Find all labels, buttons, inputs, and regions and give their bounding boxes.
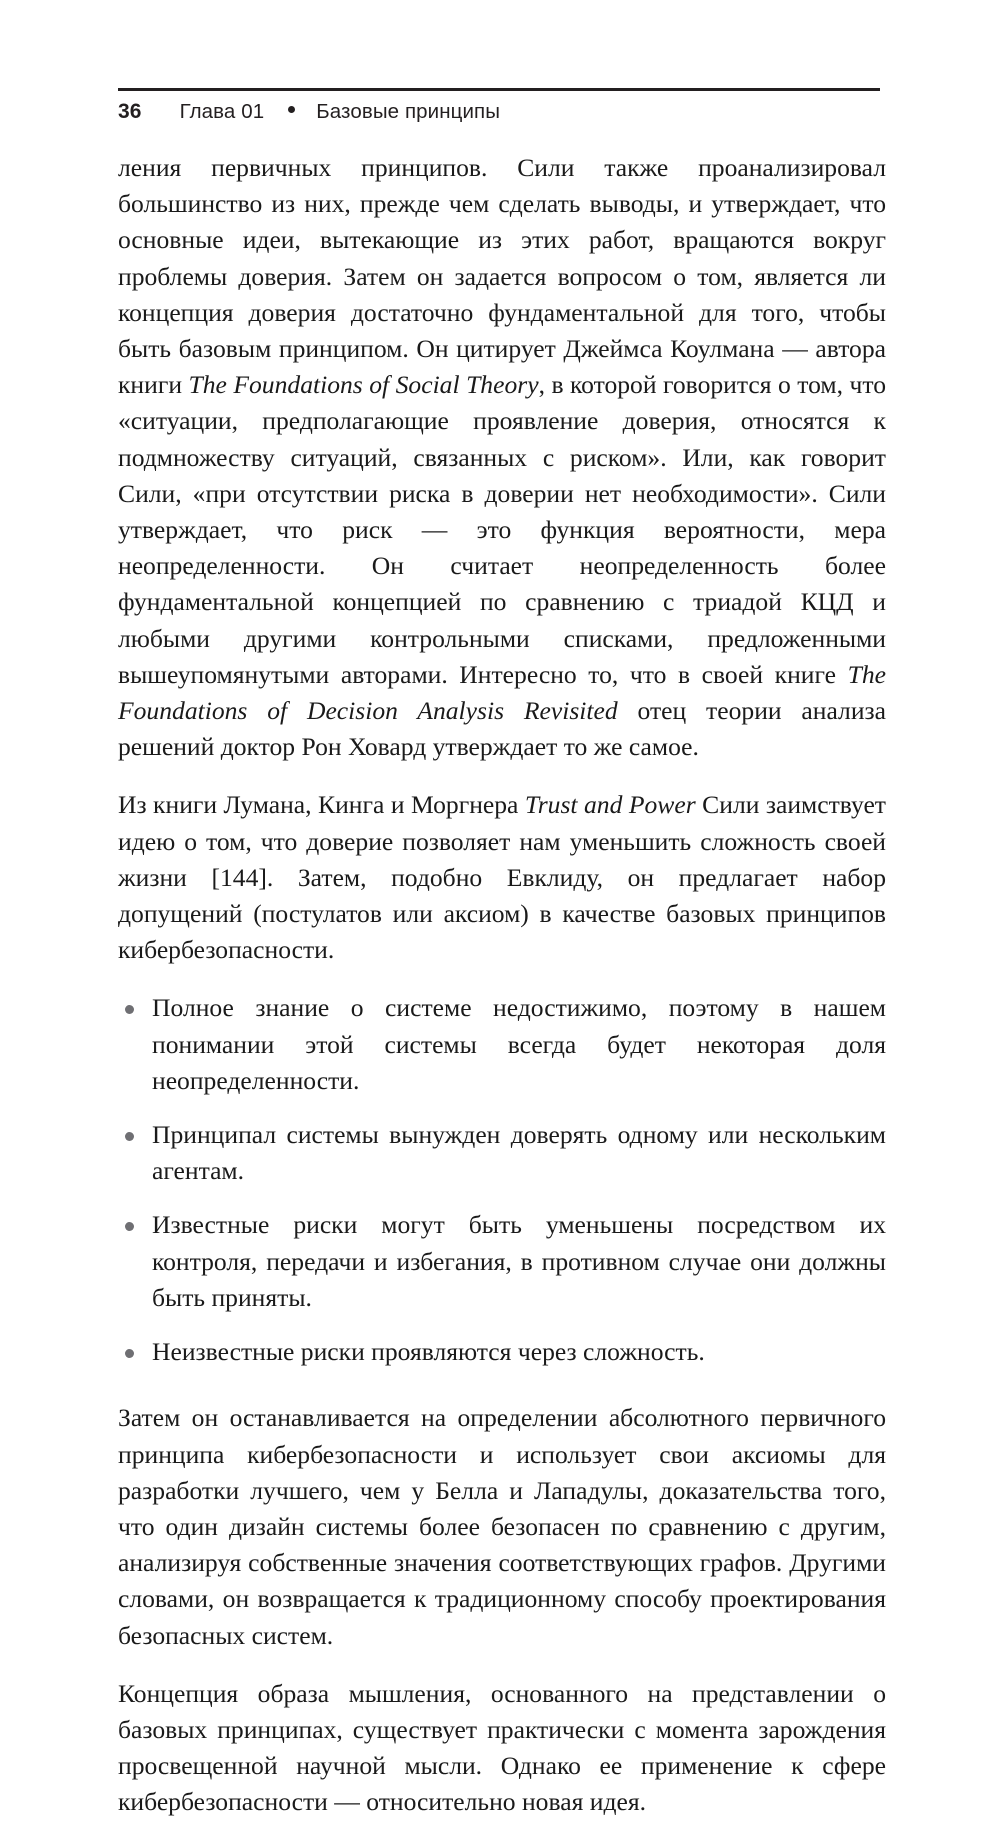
page-number: 36 <box>118 100 142 123</box>
paragraph-4: Концепция образа мышления, основанного на представлении о базовых принципах, существует практически с момента зарождения просвещенной научной мысли. Однако ее применение к сфере кибербезопасности — относительно новая идея. <box>118 1678 886 1817</box>
paragraph-1-part-2: , в которой говорится о том, что «ситуации, предполагающие проявление доверия, относятся к подмножеству ситуаций, связанных с риском». Или, как говорит Сили, «при отсутствии риска в доверии нет необходимости». Сили утверждает, что риск — это функция вероятности, мера неопределенности. Он считает неопределенность более фундаментальной концепцией по сравнению с триадой КЦД и любыми другими контрольными списками, предложенными вышеупомянутыми авторами. Интересно то, что в своей книге <box>118 370 886 689</box>
chapter-title: Базовые принципы <box>316 100 501 123</box>
paragraph-3: Затем он останавливается на определении абсолютного первичного принципа кибербезопасности и использует свои аксиомы для разработки лучшего, чем у Белла и Лападулы, доказательства того, что один дизайн системы более безопасен по сравнению с другим, анализируя собственные значения соответствующих графов. Другими словами, он возвращается к традиционному способу проектирования безопасных систем. <box>118 1403 886 1650</box>
list-item <box>118 990 886 1099</box>
chapter-label: Глава 01 <box>179 100 265 123</box>
axiom-list <box>118 990 886 1370</box>
list-item <box>118 1334 886 1370</box>
bullet-separator-icon <box>288 106 295 113</box>
header-line <box>118 100 880 124</box>
bullet-icon <box>125 1005 134 1014</box>
list-paragraph-spacer <box>118 1392 886 1400</box>
book-title-foundations-of-decision-analysis-revisited: The Foundations of Decision Analysis Revisited <box>118 659 886 726</box>
list-item-text: Полное знание о системе недостижимо, поэтому в нашем понимании этой системы всегда будет некоторая доля неопределенности. <box>152 993 886 1095</box>
paragraph-2-part-2: Сили заимствует идею о том, что доверие позволяет нам уменьшить сложность своей жизни [144]. Затем, подобно Евклиду, он предлагает набор допущений (постулатов или аксиом) в качестве базовых принципов кибербезопасности. <box>118 790 886 965</box>
paragraph-1-part-1: ления первичных принципов. Сили также проанализировал большинство из них, прежде чем сделать выводы, и утверждает, что основные идеи, вытекающие из этих работ, вращаются вокруг проблемы доверия. Затем он задается вопросом о том, является ли концепция доверия достаточно фундаментальной для того, чтобы быть базовым принципом. Он цитирует Джеймса Коулмана — автора книги <box>118 153 886 400</box>
list-item-text: Неизвестные риски проявляются через сложность. <box>152 1337 705 1367</box>
list-item <box>118 1117 886 1189</box>
body-column <box>118 150 886 1821</box>
list-item-text: Известные риски могут быть уменьшены посредством их контроля, передачи и избегания, в противном случае они должны быть приняты. <box>152 1210 886 1312</box>
bullet-icon <box>125 1349 134 1358</box>
book-title-foundations-of-social-theory: The Foundations of Social Theory <box>188 370 539 400</box>
list-item-text: Принципал системы вынужден доверять одному или нескольким агентам. <box>152 1120 886 1186</box>
paragraph-1 <box>118 150 886 765</box>
running-head <box>118 88 880 124</box>
bullet-icon <box>125 1132 134 1141</box>
paragraph-1-part-3: отец теории анализа решений доктор Рон Ховард утверждает то же самое. <box>118 696 886 762</box>
list-item <box>118 1207 886 1316</box>
paragraph-2 <box>118 787 886 968</box>
paragraph-2-part-1: Из книги Лумана, Кинга и Моргнера <box>118 790 525 820</box>
header-rule <box>118 88 880 91</box>
bullet-icon <box>125 1222 134 1231</box>
book-title-trust-and-power: Trust and Power <box>524 790 696 820</box>
